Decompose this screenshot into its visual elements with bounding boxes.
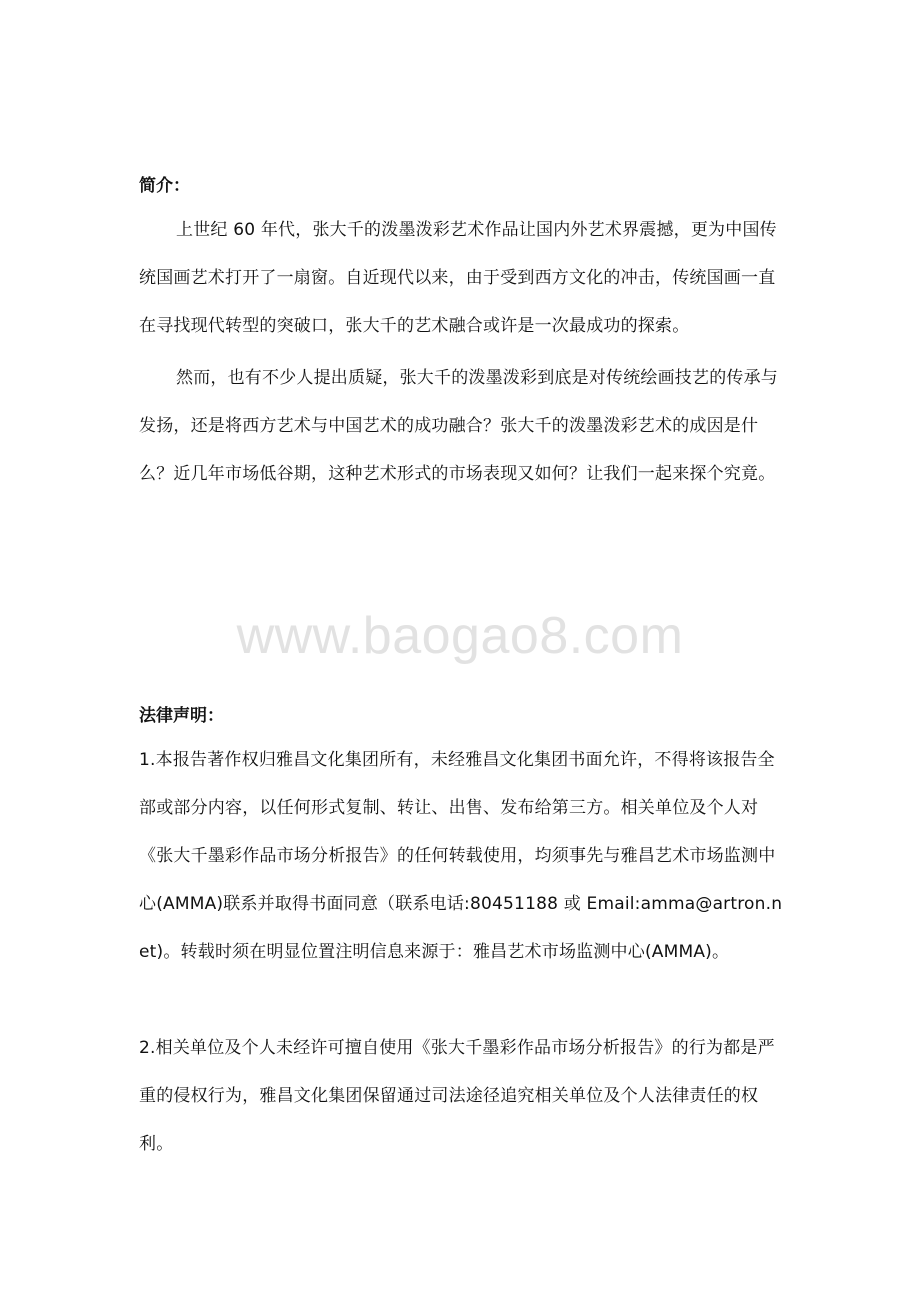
legal-item-1: 1.本报告著作权归雅昌文化集团所有，未经雅昌文化集团书面允许，不得将该报告全部或部分内容，以任何形式复制、转让、出售、发布给第三方。相关单位及个人对《张大千墨彩作品市场分析报告》的任何转载使用，均须事先与雅昌艺术市场监测中心(AMMA)联系并取得书面同意（联系电话:80451188 或 Email:amma@artron.net)。转载时须在明显位置注明信息来源于：雅昌艺术市场监测中心(AMMA)。 [139,750,783,962]
legal-heading: 法律声明： [139,706,224,726]
intro-paragraph-2: 然而，也有不少人提出质疑，张大千的泼墨泼彩到底是对传统绘画技艺的传承与发扬，还是将西方艺术与中国艺术的成功融合？张大千的泼墨泼彩艺术的成因是什么？近几年市场低谷期，这种艺术形式的市场表现又如何？让我们一起来探个究竟。 [139,368,778,484]
intro-paragraph-1: 上世纪 60 年代，张大千的泼墨泼彩艺术作品让国内外艺术界震撼，更为中国传统国画艺术打开了一扇窗。自近现代以来，由于受到西方文化的冲击，传统国画一直在寻找现代转型的突破口，张大千的艺术融合或许是一次最成功的探索。 [139,220,777,336]
legal-item-2: 2.相关单位及个人未经许可擅自使用《张大千墨彩作品市场分析报告》的行为都是严重的侵权行为，雅昌文化集团保留通过司法途径追究相关单位及个人法律责任的权利。 [139,1038,775,1154]
intro-heading: 简介： [139,176,190,196]
watermark-text: www.baogao8.com [236,607,684,665]
